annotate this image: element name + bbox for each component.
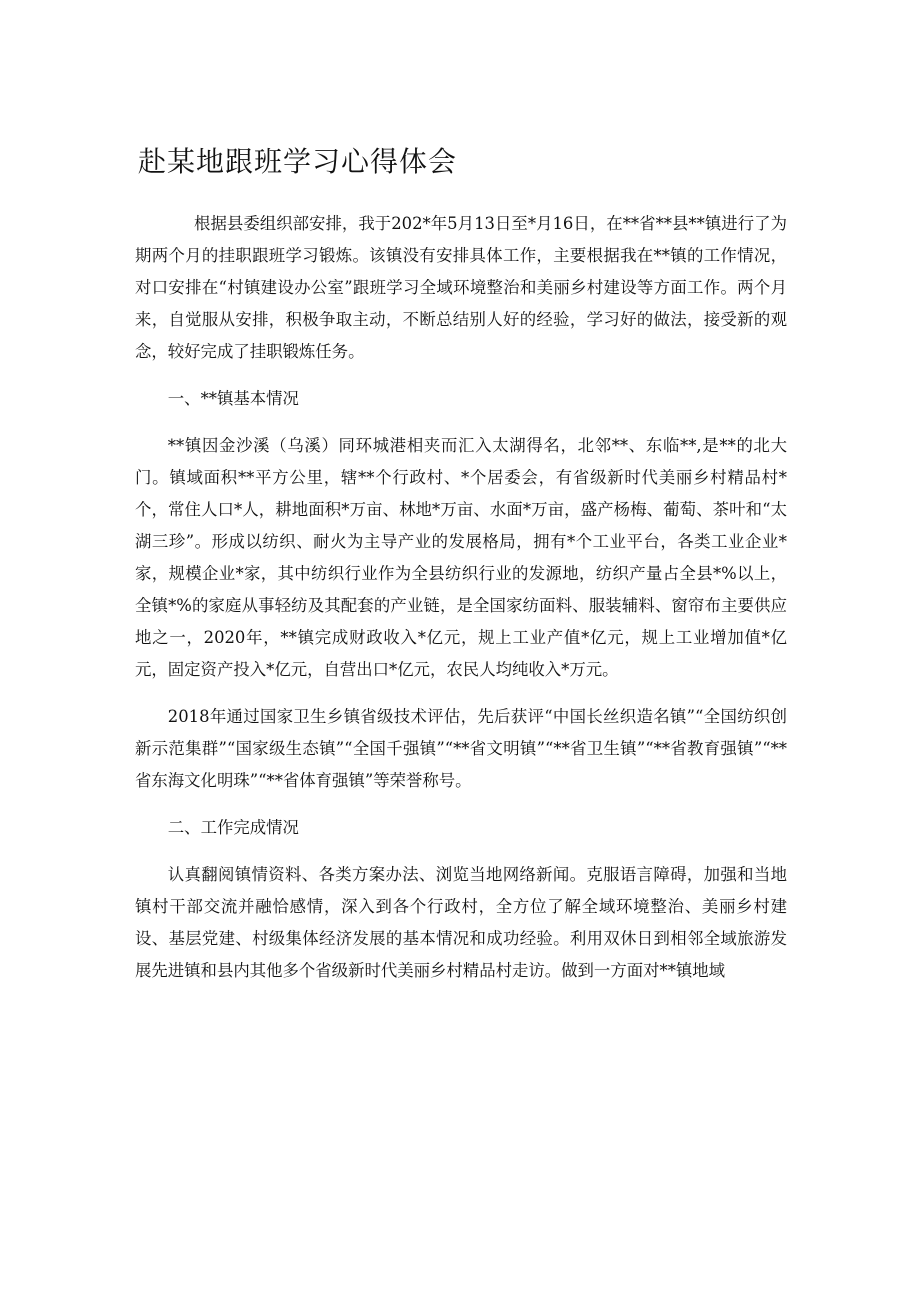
paragraph-work-details: 认真翻阅镇情资料、各类方案办法、浏览当地网络新闻。克服语言障碍，加强和当地镇村干部交流并融恰感情，深入到各个行政村，全方位了解全域环境整治、美丽乡村建设、基层党建、村级集体经济发展的基本情况和成功经验。利用双休日到相邻全域旅游发展先进镇和县内其他多个省级新时代美丽乡村精品村走访。做到一方面对**镇地域 bbox=[135, 865, 787, 980]
document-body bbox=[135, 208, 787, 1002]
paragraph-intro: 根据县委组织部安排，我于202*年5月13日至*月16日，在**省**县**镇进行了为期两个月的挂职跟班学习锻炼。该镇没有安排具体工作，主要根据我在**镇的工作情况，对口安排在“村镇建设办公室”跟班学习全域环境整治和美丽乡村建设等方面工作。两个月来，自觉服从安排，积极争取主动，不断总结别人好的经验，学习好的做法，接受新的观念，较好完成了挂职锻炼任务。 bbox=[135, 214, 787, 361]
document-title: 赴某地跟班学习心得体会 bbox=[138, 145, 458, 178]
paragraph-town-overview: **镇因金沙溪（乌溪）同环城港相夹而汇入太湖得名，北邻**、东临**,是**的北大门。镇域面积**平方公里，辖**个行政村、*个居委会，有省级新时代美丽乡村精品村*个，常住人口*人，耕地面积*万亩、林地*万亩、水面*万亩，盛产杨梅、葡萄、茶叶和“太湖三珍”。形成以纺织、耐火为主导产业的发展格局，拥有*个工业平台，各类工业企业*家，规模企业*家，其中纺织行业作为全县纺织行业的发源地，纺织产量占全县*%以上，全镇*%的家庭从事轻纺及其配套的产业链，是全国家纺面料、服装辅料、窗帘布主要供应地之一，2020年，**镇完成财政收入*亿元，规上工业产值*亿元，规上工业增加值*亿元，固定资产投入*亿元，自营出口*亿元，农民人均纯收入*万元。 bbox=[135, 436, 787, 679]
section-heading-work-completion: 二、工作完成情况 bbox=[167, 818, 299, 837]
section-heading-basic-info: 一、**镇基本情况 bbox=[167, 389, 299, 408]
paragraph-honors: 2018年通过国家卫生乡镇省级技术评估，先后获评“中国长丝织造名镇”“全国纺织创新示范集群”“国家级生态镇”“全国千强镇”“**省文明镇”“**省卫生镇”“**省教育强镇”“**省东海文化明珠”“**省体育强镇”等荣誉称号。 bbox=[135, 707, 787, 790]
